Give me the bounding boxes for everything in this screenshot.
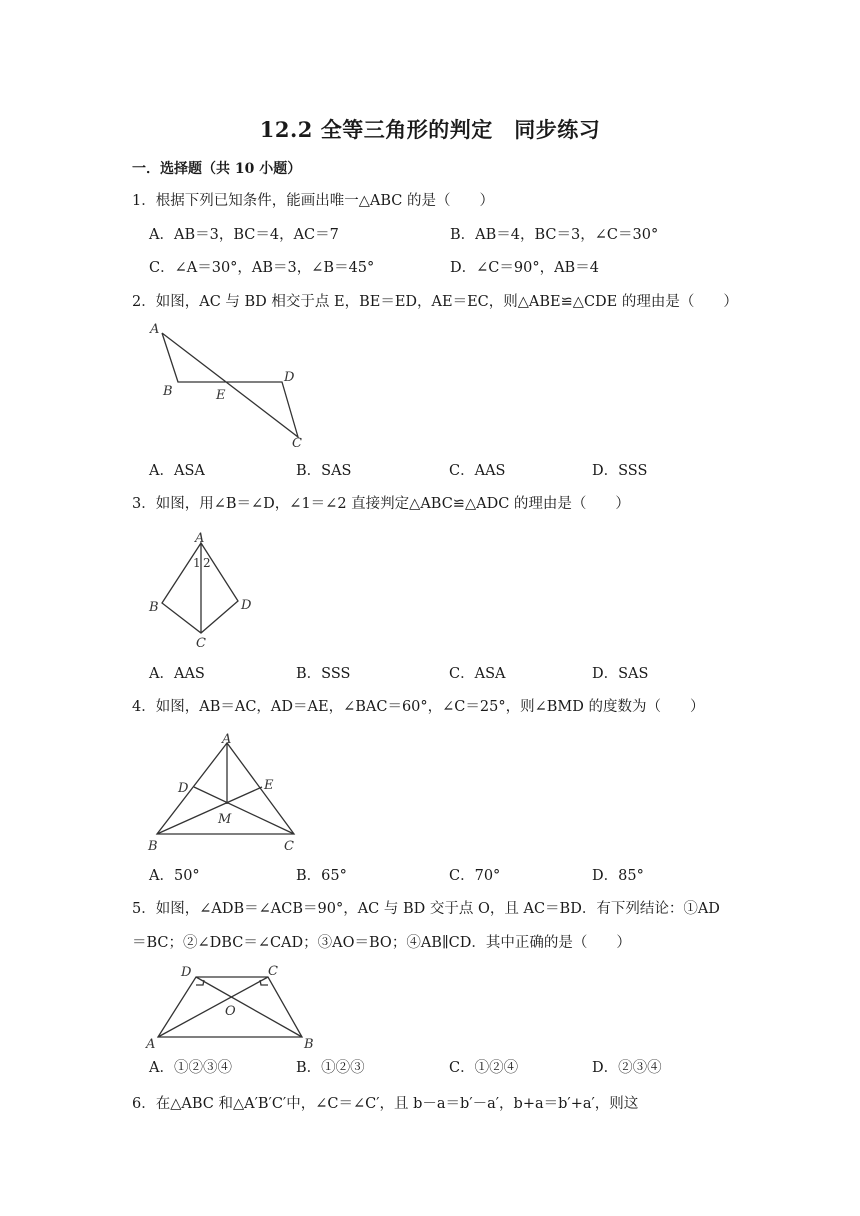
q2-label-c: C	[292, 436, 302, 451]
q5-label-b: B	[304, 1037, 314, 1052]
question-2-stem: 2．如图，AC 与 BD 相交于点 E，BE＝ED，AE＝EC，则△ABE≌△CDE 的理由是（ ）	[132, 294, 738, 310]
question-6-stem: 6．在△ABC 和△A′B′C′中，∠C＝∠C′，且 b－a＝b′－a′，b+a＝b′+a′，则这	[132, 1096, 639, 1112]
q2-label-d: D	[284, 370, 295, 385]
q3-label-1: 1	[193, 556, 201, 570]
question-1-option-d[interactable]: D．∠C＝90°，AB＝4	[450, 260, 599, 276]
q5-label-d: D	[181, 965, 192, 980]
question-4-option-b[interactable]: B．65°	[296, 868, 347, 884]
question-4-option-a[interactable]: A．50°	[149, 868, 200, 884]
question-2-option-a[interactable]: A．ASA	[149, 463, 205, 479]
question-4-option-c[interactable]: C．70°	[449, 868, 501, 884]
q2-label-e: E	[216, 388, 226, 403]
question-2-option-d[interactable]: D．SSS	[592, 463, 648, 479]
question-5-stem-line-2: ＝BC；②∠DBC＝∠CAD；③AO＝BO；④AB∥CD．其中正确的是（ ）	[132, 935, 631, 951]
question-1-option-a[interactable]: A．AB＝3，BC＝4，AC＝7	[149, 227, 339, 243]
question-4-stem: 4．如图，AB＝AC，AD＝AE，∠BAC＝60°，∠C＝25°，则∠BMD 的度数为（ ）	[132, 699, 705, 715]
q4-label-e: E	[264, 778, 274, 793]
question-1-option-b[interactable]: B．AB＝4，BC＝3，∠C＝30°	[450, 227, 659, 243]
q3-label-2: 2	[203, 556, 211, 570]
question-3-option-a[interactable]: A．AAS	[149, 666, 205, 682]
q3-label-d: D	[241, 598, 252, 613]
question-3-stem: 3．如图，用∠B＝∠D，∠1＝∠2 直接判定△ABC≌△ADC 的理由是（ ）	[132, 496, 630, 512]
q3-label-c: C	[196, 636, 206, 651]
q4-label-m: M	[218, 812, 232, 827]
question-5-option-b[interactable]: B．①②③	[296, 1060, 365, 1076]
q2-label-b: B	[163, 384, 173, 399]
q5-label-o: O	[225, 1004, 236, 1019]
question-5-option-c[interactable]: C．①②④	[449, 1060, 519, 1076]
question-2-option-c[interactable]: C．AAS	[449, 463, 506, 479]
question-5-option-d[interactable]: D．②③④	[592, 1060, 662, 1076]
question-1-stem: 1．根据下列已知条件，能画出唯一△ABC 的是（ ）	[132, 193, 494, 209]
question-3-option-b[interactable]: B．SSS	[296, 666, 351, 682]
question-5-option-a[interactable]: A．①②③④	[149, 1060, 232, 1076]
question-3-option-d[interactable]: D．SAS	[592, 666, 649, 682]
q4-label-c: C	[284, 839, 294, 854]
q4-label-b: B	[148, 839, 158, 854]
question-4-option-d[interactable]: D．85°	[592, 868, 644, 884]
q5-label-c: C	[268, 964, 278, 979]
question-5-stem-line-1: 5．如图，∠ADB＝∠ACB＝90°，AC 与 BD 交于点 O，且 AC＝BD．有下列结论：①AD	[132, 901, 720, 917]
q5-label-a: A	[146, 1037, 156, 1052]
question-1-option-c[interactable]: C．∠A＝30°，AB＝3，∠B＝45°	[149, 260, 375, 276]
q3-label-b: B	[149, 600, 159, 615]
section-heading: 一．选择题（共 10 小题）	[132, 161, 302, 177]
page-title: 12.2 全等三角形的判定 同步练习	[259, 117, 601, 142]
q4-label-d: D	[178, 781, 189, 796]
question-2-option-b[interactable]: B．SAS	[296, 463, 352, 479]
q4-label-a: A	[222, 732, 232, 747]
q3-label-a: A	[195, 531, 205, 546]
q2-label-a: A	[150, 322, 160, 337]
question-3-option-c[interactable]: C．ASA	[449, 666, 506, 682]
